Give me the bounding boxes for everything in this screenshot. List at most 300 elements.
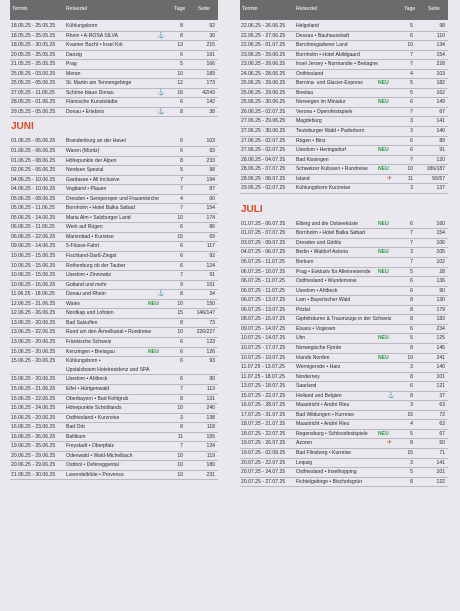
row-days: 8: [180, 395, 183, 402]
table-row: [10, 89, 218, 99]
row-page: 173: [206, 80, 215, 87]
row-page: 162: [436, 89, 445, 96]
row-destination: Brandenburg an der Havel: [66, 138, 126, 145]
table-row: [240, 459, 448, 469]
anchor-icon: ⚓: [157, 291, 165, 298]
row-destination: Bernina- und Glacier-Express: [296, 80, 363, 87]
table-row: [240, 220, 448, 230]
table-row: [10, 348, 218, 358]
table-row: [10, 262, 218, 272]
june-rows: [10, 137, 218, 480]
row-days: 3: [410, 185, 413, 192]
row-date: 21.06.25 - 30.06.25: [11, 471, 56, 478]
row-date: 20.06.25 - 29.06.25: [11, 452, 56, 459]
neu-badge: NEU: [378, 80, 389, 87]
row-days: 6: [180, 348, 183, 355]
row-destination: Schöne blaue Donau: [66, 89, 114, 96]
row-days: 6: [180, 99, 183, 106]
row-page: 98: [439, 23, 445, 29]
row-destination: Wales: [66, 300, 80, 307]
row-date: 03.07.25 - 09.07.25: [241, 239, 286, 246]
row-page: 110: [436, 32, 445, 39]
row-days: 3: [410, 249, 413, 256]
row-page: 138: [206, 414, 215, 421]
row-date: 16.06.25 - 23.06.25: [11, 424, 56, 431]
table-row: [10, 157, 218, 167]
right-rows: [240, 22, 448, 487]
table-row: [240, 127, 448, 137]
row-page: 179: [436, 306, 445, 313]
table-row: [240, 70, 448, 80]
row-page: 103: [206, 138, 215, 145]
table-row: [10, 70, 218, 80]
row-page: 34: [209, 291, 215, 298]
row-date: 15.07.25 - 22.07.25: [241, 392, 286, 399]
row-page: 106: [436, 239, 445, 246]
header-seite: Seite: [198, 6, 210, 12]
row-days: 6: [180, 224, 183, 231]
row-days: 6: [180, 243, 183, 250]
table-row: [10, 176, 218, 186]
may-rows: [10, 22, 218, 117]
neu-badge: NEU: [378, 220, 389, 227]
row-destination: Oberbayern • Bad Kohlgrub: [66, 395, 129, 402]
row-days: 9: [180, 281, 183, 288]
row-date: 06.06.25 - 22.06.25: [11, 233, 56, 240]
row-destination: Ostfriesland • Inselhopping: [296, 469, 357, 476]
row-destination: Norwegen im Miniatur: [296, 99, 346, 106]
row-days: 6: [410, 220, 413, 227]
row-destination: Island: [296, 175, 310, 182]
row-page: 134: [436, 42, 445, 49]
row-destination: Höhepunkte der Alpen: [66, 157, 117, 164]
row-page: 136: [436, 278, 445, 285]
row-destination: Bornholm • Hotel Balka Søbad: [296, 230, 365, 237]
table-row: [10, 223, 218, 233]
row-days: 8: [410, 344, 413, 351]
row-page: 72: [439, 411, 445, 418]
table-row: [240, 411, 448, 421]
row-days: 10: [177, 329, 183, 336]
table-row: [240, 468, 448, 478]
neu-badge: NEU: [378, 335, 389, 342]
table-row: [10, 309, 218, 319]
row-date: 18.07.25 - 21.07.25: [241, 421, 286, 428]
table-row: [240, 239, 448, 249]
row-date: 27.06.25 - 02.07.25: [241, 137, 286, 144]
row-days: 10: [177, 70, 183, 77]
row-page: 151: [206, 281, 215, 288]
table-row: [10, 22, 218, 32]
row-page: 215: [206, 42, 215, 49]
table-row: [10, 204, 218, 214]
table-row: [240, 354, 448, 364]
table-row: [10, 442, 218, 452]
row-page: 131: [206, 395, 215, 402]
row-date: 01.07.25 - 06.07.25: [241, 220, 286, 227]
row-days: 8: [180, 23, 183, 29]
row-days: 10: [177, 405, 183, 412]
row-page: 240: [206, 405, 215, 412]
neu-badge: NEU: [378, 147, 389, 154]
row-page: 91: [439, 147, 445, 154]
section-juli: JULI: [241, 203, 263, 215]
row-date: 01.06.25 - 08.06.25: [11, 157, 56, 164]
row-page: 140: [436, 364, 445, 371]
row-date: 12.06.25 - 21.06.25: [11, 300, 56, 307]
row-page: 118: [206, 424, 215, 431]
row-date: 17.07.25 - 31.07.25: [241, 411, 286, 418]
row-destination: Flämische Kunststädte: [66, 99, 118, 106]
row-page: 241: [436, 354, 445, 361]
table-row: [10, 41, 218, 51]
row-page: 90: [439, 287, 445, 294]
row-destination: Meran: [66, 70, 81, 77]
row-days: 11: [177, 433, 183, 440]
table-row: [10, 60, 218, 70]
row-days: 5: [410, 80, 413, 87]
row-destination: Nordkap und Lofoten: [66, 310, 114, 317]
table-row: [240, 108, 448, 118]
table-row: [10, 98, 218, 108]
table-row: [10, 252, 218, 262]
row-page: 91: [209, 272, 215, 279]
row-date: 01.06.25 - 06.06.25: [11, 148, 56, 155]
row-destination: 5-Flüsse-Fahrt: [66, 243, 100, 250]
row-days: 7: [410, 156, 413, 163]
row-page: 141: [436, 459, 445, 466]
table-row: [10, 385, 218, 395]
row-destination: Danzig: [66, 51, 82, 58]
row-days: 7: [410, 259, 413, 266]
row-date: 05.06.25 - 11.06.25: [11, 205, 55, 212]
row-page: 123: [206, 338, 215, 345]
row-days: 15: [177, 310, 183, 317]
table-row: [240, 175, 448, 185]
row-days: 6: [180, 358, 183, 365]
row-page: 86: [209, 224, 215, 231]
table-row: [240, 79, 448, 89]
table-row: [10, 461, 218, 471]
row-date: 20.07.25 - 22.07.25: [241, 459, 286, 466]
row-date: 01.07.25 - 07.07.25: [241, 230, 286, 237]
row-page: 160: [436, 220, 445, 227]
row-date: 16.06.25 - 20.06.25: [11, 414, 56, 421]
row-page: 145: [436, 344, 445, 351]
row-destination: Wernigerode • Harz: [296, 364, 341, 371]
row-date: 27.06.25 - 29.06.25: [241, 118, 286, 125]
row-destination: Azoren: [296, 440, 313, 447]
row-date: 28.06.25 - 04.07.25: [241, 156, 286, 163]
header-termin: Termin: [242, 6, 258, 12]
row-days: 11: [407, 175, 413, 182]
row-date: 18.07.25 - 22.07.25: [241, 430, 286, 437]
row-page: 194: [206, 176, 215, 183]
row-destination: Höhepunkte Schottlands: [66, 405, 122, 412]
row-destination: Bad Salzuflen: [66, 319, 98, 326]
table-row: [10, 185, 218, 195]
section-juni: JUNI: [11, 121, 34, 133]
row-days: 6: [410, 325, 413, 332]
row-page: 180: [206, 462, 215, 469]
row-page: 149: [436, 99, 445, 106]
header-tage: Tage: [404, 6, 416, 12]
row-days: 6: [410, 99, 413, 106]
row-days: 6: [180, 253, 183, 260]
row-destination: Teutoburger Wald • Paderborn: [296, 128, 365, 135]
row-date: 05.06.25 - 14.06.25: [11, 214, 56, 221]
table-row: [240, 306, 448, 316]
table-row: [10, 51, 218, 61]
row-date: 20.07.25 - 27.07.25: [241, 478, 286, 485]
row-page: 120: [436, 156, 445, 163]
row-page: 60: [209, 195, 215, 202]
row-destination: Regensburg • Schlossfestspiele: [296, 430, 368, 437]
row-page: 117: [206, 243, 215, 250]
table-row: [10, 452, 218, 462]
row-days: 7: [410, 51, 413, 58]
row-destination: Baltikum: [66, 433, 86, 440]
table-row: [10, 423, 218, 433]
row-destination: Magdeburg: [296, 118, 322, 125]
table-row: [10, 147, 218, 157]
row-date: 13.06.25 - 20.06.25: [11, 319, 56, 326]
row-page: 87: [209, 186, 215, 193]
row-page: 154: [436, 230, 445, 237]
row-days: 15: [407, 449, 413, 456]
row-destination: Odenwald • Wald-Michelbach: [66, 452, 133, 459]
row-days: 7: [410, 230, 413, 237]
row-date: 05.06.25 - 08.06.25: [11, 195, 56, 202]
row-page: 105: [436, 249, 445, 256]
row-page: 93: [209, 358, 215, 365]
table-row: [240, 449, 448, 459]
row-destination: Bad Wildungen • Kurreise: [296, 411, 355, 418]
table-row: [10, 375, 218, 385]
table-row: [240, 287, 448, 297]
table-row: [240, 334, 448, 344]
row-date: 08.07.25 - 15.07.25: [241, 316, 286, 323]
row-destination: Kühlungsborn •: [66, 358, 101, 365]
row-destination: Maria Alm • Salzburger Land: [66, 214, 131, 221]
row-date: 06.07.25 - 11.07.25: [241, 287, 285, 294]
row-destination: Irlands Norden: [296, 354, 330, 361]
row-date: 22.06.25 - 26.06.25: [241, 23, 286, 29]
row-page: 67: [439, 430, 445, 437]
row-days: 16: [177, 89, 183, 96]
row-destination: Insel Jersey • Normandie • Bretagne: [296, 61, 378, 68]
row-days: 8: [180, 157, 183, 164]
table-row: [10, 233, 218, 243]
table-row: [10, 290, 218, 300]
row-days: 7: [180, 272, 183, 279]
row-date: 25.06.25 - 29.06.25: [241, 89, 286, 96]
row-destination: Pitztal: [296, 306, 310, 313]
row-destination: Bornholm • Hotel Abildgaard: [296, 51, 360, 58]
table-row: [240, 420, 448, 430]
plane-icon: ✈: [387, 175, 393, 182]
row-days: 6: [410, 32, 413, 39]
row-page: 154: [206, 205, 215, 212]
row-date: 15.06.25 - 20.06.25: [11, 376, 56, 383]
row-page: 89: [439, 137, 445, 144]
table-row: [240, 344, 448, 354]
row-page: 228: [436, 61, 445, 68]
row-page: 142: [206, 99, 215, 106]
row-days: 6: [410, 137, 413, 144]
neu-badge: NEU: [148, 348, 159, 355]
row-days: 3: [410, 402, 413, 409]
row-days: 8: [410, 297, 413, 304]
row-destination-line2: Upstalsboom Hotelresidenz und SPA: [66, 366, 150, 373]
row-date: 05.07.25 - 11.07.25: [241, 259, 285, 266]
table-row: [240, 89, 448, 99]
row-date: 18.05.25 - 25.05.25: [11, 32, 56, 39]
row-destination: Fränkische Schweiz: [66, 338, 112, 345]
header-reiseziel: Reiseziel: [296, 6, 318, 12]
table-row: [10, 242, 218, 252]
row-date: 23.06.25 - 29.06.25: [241, 51, 286, 58]
table-row: [10, 108, 218, 118]
row-destination: Lavendelblüte • Provence: [66, 471, 124, 478]
row-date: 11.06.25 - 18.06.25: [11, 291, 55, 298]
row-page: 71: [439, 449, 445, 456]
row-days: 5: [180, 167, 183, 174]
row-destination: Berlin • Waldorf Astoria: [296, 249, 348, 256]
table-row: [10, 319, 218, 329]
row-days: 10: [407, 166, 413, 173]
table-row: [240, 439, 448, 449]
table-row: [240, 277, 448, 287]
row-page: 226/227: [196, 329, 215, 336]
table-row: [240, 430, 448, 440]
row-page: 233: [206, 157, 215, 164]
row-destination: Norwegische Fjorde: [296, 344, 342, 351]
table-row: [10, 166, 218, 176]
row-date: 28.05.25 - 01.06.25: [11, 99, 56, 106]
row-page: 103: [436, 70, 445, 77]
row-date: 25.05.25 - 05.06.25: [11, 80, 56, 87]
row-page: 141: [436, 118, 445, 125]
row-page: 140: [436, 128, 445, 135]
table-row: [10, 214, 218, 224]
table-row: [240, 184, 448, 194]
row-destination: Fischland-Darß-Zingst: [66, 253, 117, 260]
table-row: [10, 281, 218, 291]
row-destination: Bornholm • Hotel Balka Søbad: [66, 205, 135, 212]
row-destination: Maastricht • André Rieu: [296, 421, 350, 428]
row-destination: St. Martin am Tennengebirge: [66, 80, 132, 87]
anchor-icon: ⚓: [157, 89, 165, 96]
neu-badge: NEU: [378, 166, 389, 173]
row-page: 93: [209, 148, 215, 155]
row-destination: Vogtland • Plauen: [66, 186, 107, 193]
row-days: 7: [180, 443, 183, 450]
anchor-icon: ⚓: [157, 32, 165, 39]
row-date: 06.07.25 - 13.07.25: [241, 306, 286, 313]
row-days: 5: [410, 268, 413, 275]
row-days: 5: [410, 89, 413, 96]
neu-badge: NEU: [378, 354, 389, 361]
table-header-right: [240, 0, 448, 20]
row-page: 174: [206, 214, 215, 221]
row-page: 183: [436, 316, 445, 323]
table-row: [10, 357, 218, 375]
row-destination: Elbing und die Ostseeküste: [296, 220, 359, 227]
row-days: 6: [180, 262, 183, 269]
row-page: 186/187: [426, 166, 445, 173]
row-date: 19.06.25 - 25.06.25: [11, 443, 56, 450]
row-days: 7: [410, 108, 413, 115]
row-date: 27.06.25 - 02.07.25: [241, 147, 286, 154]
row-days: 10: [177, 452, 183, 459]
row-destination: Eifel • Hürtgenwald: [66, 385, 110, 392]
row-days: 6: [410, 383, 413, 390]
row-page: 154: [436, 51, 445, 58]
late-june-rows: [240, 22, 448, 194]
row-page: 124: [206, 262, 215, 269]
table-row: [240, 98, 448, 108]
row-days: 15: [177, 233, 183, 240]
anchor-icon: ⚓: [387, 392, 395, 399]
neu-badge: NEU: [378, 99, 389, 106]
row-date: 10.07.25 - 14.07.25: [241, 335, 286, 342]
row-page: 150: [206, 300, 215, 307]
table-row: [240, 268, 448, 278]
row-days: 8: [410, 373, 413, 380]
row-page: 146/147: [196, 310, 215, 317]
row-destination: Donau und Rhein: [66, 291, 106, 298]
row-destination: Bad Kissingen: [296, 156, 329, 163]
row-days: 6: [180, 138, 183, 145]
row-date: 02.06.25 - 06.06.25: [11, 167, 56, 174]
row-destination: Rhein • A-ROSA SILVA: [66, 32, 118, 39]
row-page: 189: [206, 70, 215, 77]
row-days: 6: [180, 148, 183, 155]
table-row: [10, 79, 218, 89]
row-destination: Verona • Opernfestspiele: [296, 108, 353, 115]
row-date: 20.06.25 - 29.06.25: [11, 462, 56, 469]
row-page: 28: [439, 268, 445, 275]
row-page: 38: [209, 108, 215, 115]
row-page: 121: [436, 383, 445, 390]
row-destination: Bad Flinsberg • Kurreise: [296, 449, 352, 456]
row-date: 25.06.25 - 29.06.25: [241, 80, 286, 87]
table-row: [240, 60, 448, 70]
row-days: 5: [410, 469, 413, 476]
table-row: [240, 165, 448, 175]
row-days: 4: [410, 70, 413, 77]
table-row: [10, 414, 218, 424]
row-page: 101: [436, 469, 445, 476]
row-page: 56/57: [432, 175, 445, 182]
row-date: 10.07.25 - 19.07.25: [241, 354, 286, 361]
row-destination: Waren (Müritz): [66, 148, 100, 155]
table-row: [240, 146, 448, 156]
row-destination: Saarland: [296, 383, 317, 390]
july-rows: [240, 220, 448, 487]
row-date: 13.06.25 - 22.06.25: [11, 329, 56, 336]
row-date: 10.06.25 - 15.06.25: [11, 253, 56, 260]
row-destination: Dresden • Semperoper und Frauenkirche: [66, 195, 159, 202]
row-days: 10: [407, 42, 413, 49]
row-destination: Elsass • Vogesen: [296, 325, 336, 332]
row-date: 04.06.25 - 10.06.25: [11, 186, 56, 193]
table-row: [10, 32, 218, 42]
row-page: 125: [436, 335, 445, 342]
neu-badge: NEU: [378, 268, 389, 275]
row-days: 10: [407, 354, 413, 361]
